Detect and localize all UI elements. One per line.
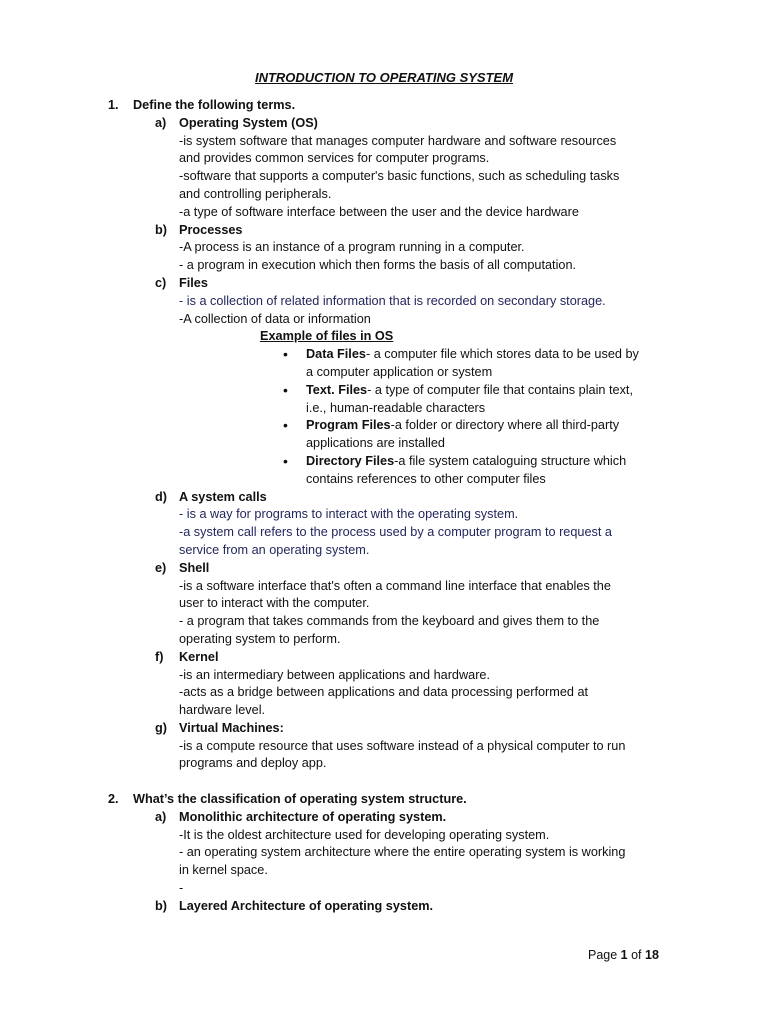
definition-line: - is a way for programs to interact with the operating system. (179, 507, 519, 522)
term-heading-processes (0, 222, 768, 240)
term-heading-layered (0, 898, 768, 916)
definition-line: user to interact with the computer. (179, 596, 370, 611)
term-heading-monolithic (0, 809, 768, 827)
term-name: Monolithic architecture of operating system. (179, 809, 447, 824)
bullet-icon: • (283, 452, 288, 469)
document-body (0, 97, 768, 916)
term-heading-virtual-machines (0, 720, 768, 738)
page-current: 1 (620, 948, 628, 962)
term-label: e) (155, 560, 167, 575)
term-heading-files (0, 275, 768, 293)
term-name: Kernel (179, 649, 219, 664)
definition-line: and provides common services for computer programs. (179, 151, 490, 166)
term-label: c) (155, 275, 167, 290)
bullet-icon: • (283, 417, 288, 434)
definition-line: -is an intermediary between applications and hardware. (179, 667, 491, 682)
term-heading-kernel (0, 649, 768, 667)
term-heading-shell (0, 560, 768, 578)
term-name: A system calls (179, 489, 267, 504)
definition-line: -is a software interface that's often a command line interface that enables the (179, 578, 611, 593)
list-item-continuation: contains references to other computer files (306, 471, 546, 486)
term-label: b) (155, 898, 167, 913)
page-number (588, 948, 659, 962)
definition-line: operating system to perform. (179, 631, 341, 646)
term-label: d) (155, 489, 167, 504)
list-item-text: - a type of computer file that contains plain text, (367, 382, 633, 397)
term-label: g) (155, 720, 167, 735)
definition-line: -A process is an instance of a program running in a computer. (179, 240, 525, 255)
definition-line: -a type of software interface between the user and the device hardware (179, 204, 579, 219)
definition-line: service from an operating system. (179, 542, 370, 557)
definition-line: - an operating system architecture where the entire operating system is working (179, 845, 626, 860)
definition-line: programs and deploy app. (179, 756, 327, 771)
term-name: Processes (179, 222, 243, 237)
list-item (0, 417, 768, 435)
definition-line: -a system call refers to the process used by a computer program to request a (179, 525, 612, 540)
definition-line: -is a compute resource that uses software instead of a physical computer to run (179, 738, 626, 753)
list-item-term: Program Files (306, 418, 391, 433)
list-item-term: Directory Files (306, 453, 395, 468)
page-prefix: Page (588, 948, 621, 962)
term-heading-os (0, 115, 768, 133)
term-name: Layered Architecture of operating system. (179, 898, 434, 913)
question-2 (0, 791, 768, 809)
list-item-continuation: applications are installed (306, 436, 445, 451)
definition-line: - a program that takes commands from the keyboard and gives them to the (179, 614, 600, 629)
term-label: a) (155, 809, 167, 824)
list-item-text: - a computer file which stores data to be used by (365, 347, 639, 362)
bullet-icon: • (283, 346, 288, 363)
page-title: INTRODUCTION TO OPERATING SYSTEM (254, 70, 514, 85)
definition-line: -acts as a bridge between applications and data processing performed at (179, 685, 589, 700)
definition-line: - a program in execution which then forms the basis of all computation. (179, 258, 577, 273)
term-name: Virtual Machines: (179, 720, 284, 735)
examples-heading: Example of files in OS (260, 329, 394, 344)
list-item-text: -a file system cataloguing structure which (394, 453, 627, 468)
term-label: a) (155, 115, 167, 130)
term-label: b) (155, 222, 167, 237)
list-item (0, 453, 768, 471)
question-text: What’s the classification of operating system structure. (133, 792, 467, 807)
definition-line: - (179, 881, 184, 896)
question-text: Define the following terms. (133, 98, 296, 112)
definition-line: and controlling peripherals. (179, 186, 332, 201)
definition-line: -software that supports a computer's basic functions, such as scheduling tasks (179, 169, 620, 184)
page-of: of (627, 948, 645, 962)
list-item-text: -a folder or directory where all third-party (390, 418, 620, 433)
bullet-icon: • (283, 381, 288, 398)
definition-line: -A collection of data or information (179, 311, 371, 326)
term-name: Operating System (OS) (179, 115, 318, 130)
question-number: 1. (108, 98, 119, 112)
definition-line: in kernel space. (179, 863, 268, 878)
list-item-term: Data Files (306, 347, 366, 362)
list-item (0, 382, 768, 400)
term-heading-system-calls (0, 489, 768, 507)
list-item-continuation: i.e., human-readable characters (306, 400, 486, 415)
list-item-term: Text. Files (306, 382, 368, 397)
page-total: 18 (645, 948, 659, 962)
question-number: 2. (108, 792, 119, 807)
question-1 (0, 97, 768, 115)
list-item (0, 346, 768, 364)
definition-line: hardware level. (179, 703, 266, 718)
term-name: Files (179, 275, 208, 290)
definition-line: - is a collection of related information that is recorded on secondary storage. (179, 293, 606, 308)
term-label: f) (155, 649, 164, 664)
term-name: Shell (179, 560, 210, 575)
spacer (0, 773, 768, 791)
list-item-continuation: a computer application or system (306, 364, 493, 379)
definition-line: -It is the oldest architecture used for developing operating system. (179, 827, 550, 842)
definition-line: -is system software that manages computer hardware and software resources (179, 133, 617, 148)
